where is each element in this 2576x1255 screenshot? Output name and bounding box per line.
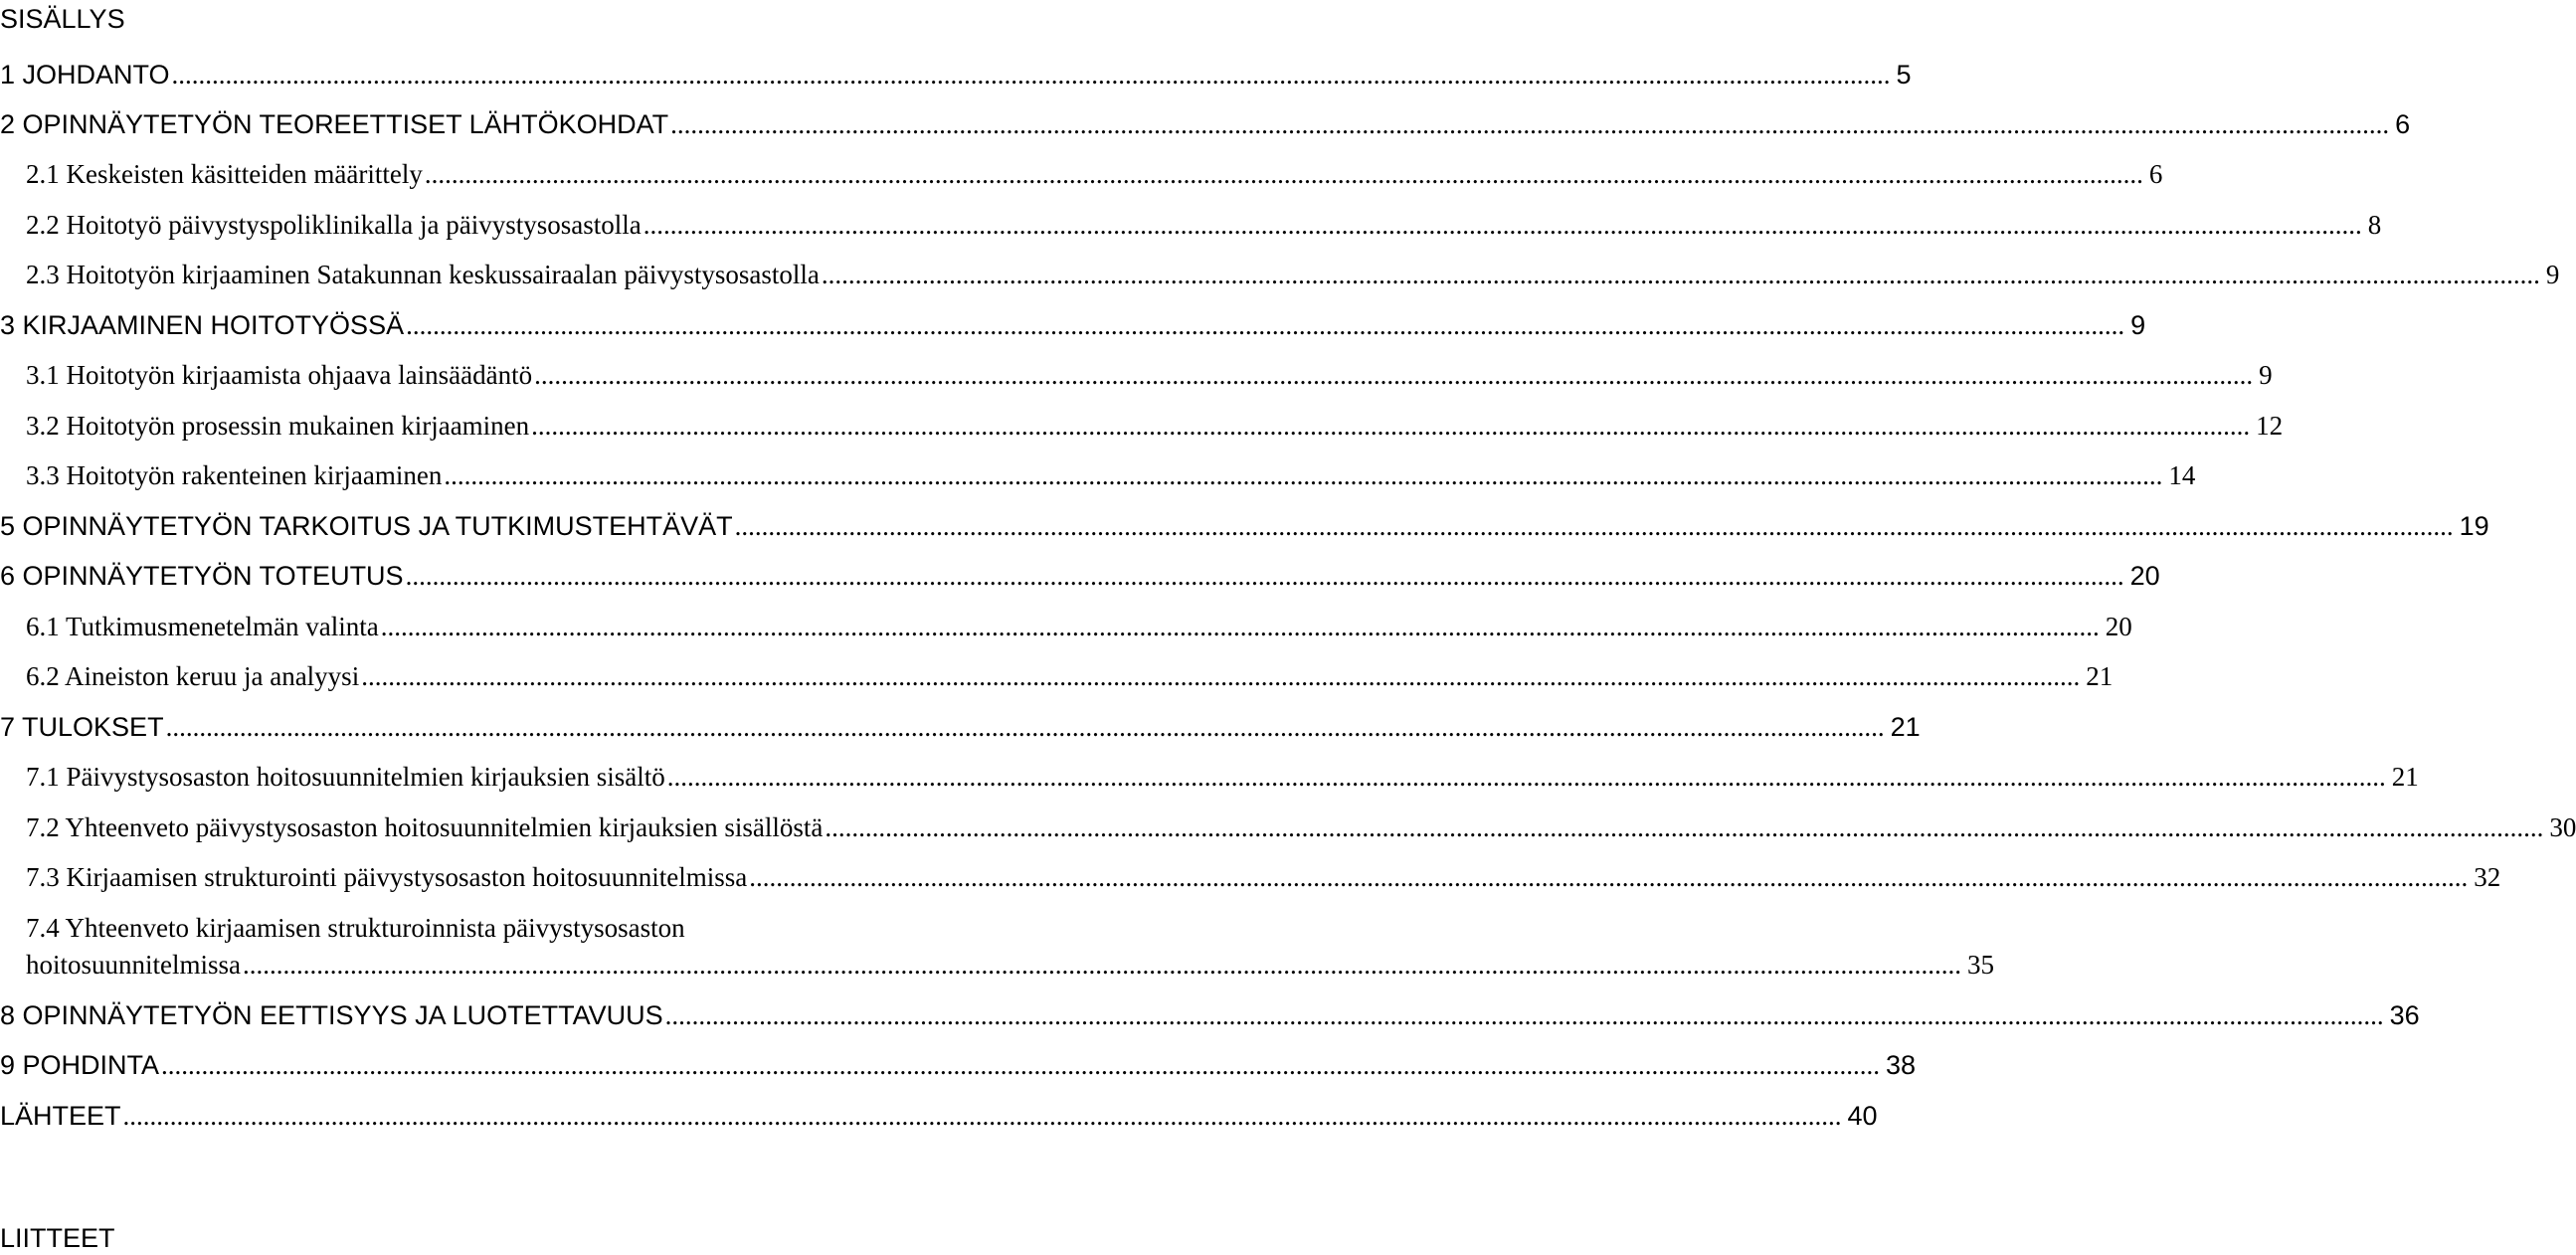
toc-entry-title: 3 KIRJAAMINEN HOITOTYÖSSÄ	[0, 310, 405, 340]
toc-entry[interactable]	[0, 559, 2160, 593]
toc-entry-page: 21	[1890, 712, 1921, 742]
toc-entry[interactable]	[0, 659, 2114, 693]
toc-entry-title-continued: hoitosuunnitelmissa	[26, 950, 241, 980]
toc-entry-page: 30	[2549, 812, 2576, 842]
toc-entry-title: 8 OPINNÄYTETYÖN EETTISYYS JA LUOTETTAVUUS	[0, 1000, 663, 1030]
toc-entry[interactable]	[0, 258, 2560, 291]
dot-leader: ................................................................................................................................................................................................................................................................	[664, 1000, 2384, 1030]
toc-entry[interactable]	[0, 710, 1921, 744]
toc-entry-title: 5 OPINNÄYTETYÖN TARKOITUS JA TUTKIMUSTEHTÄVÄT	[0, 511, 733, 541]
page-title: SISÄLLYS	[0, 4, 125, 34]
dot-leader: ................................................................................................................................................................................................................................................................	[643, 210, 2362, 240]
toc-entry[interactable]	[0, 810, 2576, 844]
dot-leader: ................................................................................................................................................................................................................................................................	[122, 1101, 1842, 1131]
toc-entry[interactable]	[0, 409, 2284, 443]
toc-entry[interactable]	[0, 509, 2489, 543]
dot-leader: ................................................................................................................................................................................................................................................................	[666, 762, 2386, 792]
toc-entry-page: 36	[2389, 1000, 2420, 1030]
dot-leader: ................................................................................................................................................................................................................................................................	[670, 109, 2390, 139]
toc-entry-page: 38	[1886, 1050, 1917, 1080]
toc-entry[interactable]	[0, 1048, 1917, 1082]
toc-entry-title: 6 OPINNÄYTETYÖN TOTEUTUS	[0, 561, 404, 591]
toc-entry-page: 12	[2256, 411, 2284, 441]
toc-entry-title: 2.2 Hoitotyö päivystyspoliklinikalla ja päivystysosastolla	[26, 210, 642, 240]
toc-entry-title: 2.3 Hoitotyön kirjaaminen Satakunnan keskussairaalan päivystysosastolla	[26, 260, 820, 289]
toc-entry[interactable]	[0, 157, 2163, 191]
toc-entry-page: 32	[2474, 862, 2501, 892]
toc-entry-page: 6	[2395, 109, 2411, 139]
toc-entry-page: 35	[1967, 950, 1994, 980]
dot-leader: ................................................................................................................................................................................................................................................................	[534, 360, 2254, 390]
toc-entry-title: 7 TULOKSET	[0, 712, 164, 742]
toc-entry-title: 3.1 Hoitotyön kirjaamista ohjaava lainsäädäntö	[26, 360, 533, 390]
toc-entry-page: 9	[2259, 360, 2273, 390]
appendix-heading: LIITTEET	[0, 1223, 115, 1253]
toc-entry-title: 9 POHDINTA	[0, 1050, 160, 1080]
dot-leader: ................................................................................................................................................................................................................................................................	[243, 950, 1961, 980]
toc-entry[interactable]	[0, 760, 2419, 794]
toc-entry[interactable]	[0, 208, 2382, 242]
toc-entry[interactable]	[0, 911, 953, 945]
toc-entry-title: 2 OPINNÄYTETYÖN TEOREETTISET LÄHTÖKOHDAT	[0, 109, 669, 139]
dot-leader: ................................................................................................................................................................................................................................................................	[406, 310, 2125, 340]
toc-entry[interactable]	[0, 58, 1912, 91]
dot-leader: ................................................................................................................................................................................................................................................................	[821, 260, 2540, 289]
toc-entry-page: 14	[2168, 460, 2196, 490]
toc-entry-title: 7.3 Kirjaamisen strukturointi päivystysosaston hoitosuunnitelmissa	[26, 862, 748, 892]
toc-entry-title: LÄHTEET	[0, 1101, 121, 1131]
toc-entry-page: 21	[2086, 661, 2114, 691]
dot-leader: ................................................................................................................................................................................................................................................................	[161, 1050, 1881, 1080]
toc-entry-page: 20	[2129, 561, 2160, 591]
toc-entry-title: 6.2 Aineiston keruu ja analyysi	[26, 661, 360, 691]
toc-entry[interactable]	[0, 358, 2273, 392]
dot-leader: ................................................................................................................................................................................................................................................................	[171, 60, 1891, 90]
toc-entry-page: 9	[2130, 310, 2146, 340]
dot-leader: ................................................................................................................................................................................................................................................................	[825, 812, 2544, 842]
dot-leader: ................................................................................................................................................................................................................................................................	[734, 511, 2454, 541]
dot-leader: ................................................................................................................................................................................................................................................................	[361, 661, 2081, 691]
toc-entry[interactable]	[0, 1099, 1878, 1133]
toc-entry[interactable]	[0, 308, 2146, 342]
dot-leader: ................................................................................................................................................................................................................................................................	[424, 159, 2143, 189]
toc-entry-page: 20	[2105, 612, 2132, 641]
toc-entry-title: 3.2 Hoitotyön prosessin mukainen kirjaaminen	[26, 411, 530, 441]
toc-entry-page: 40	[1847, 1101, 1878, 1131]
dot-leader: ................................................................................................................................................................................................................................................................	[380, 612, 2100, 641]
toc-entry-continuation[interactable]	[0, 948, 1994, 982]
toc-entry-page: 8	[2367, 210, 2382, 240]
toc-entry[interactable]	[0, 458, 2196, 492]
toc-entry-title: 3.3 Hoitotyön rakenteinen kirjaaminen	[26, 460, 443, 490]
toc-entry-title: 6.1 Tutkimusmenetelmän valinta	[26, 612, 379, 641]
toc-entry-page: 21	[2391, 762, 2419, 792]
toc-entry[interactable]	[0, 610, 2132, 643]
toc-entry-page: 19	[2459, 511, 2489, 541]
dot-leader: ................................................................................................................................................................................................................................................................	[749, 862, 2469, 892]
dot-leader: ................................................................................................................................................................................................................................................................	[165, 712, 1885, 742]
dot-leader: ................................................................................................................................................................................................................................................................	[405, 561, 2124, 591]
toc-entry-title: 7.1 Päivystysosaston hoitosuunnitelmien kirjauksien sisältö	[26, 762, 665, 792]
dot-leader: ................................................................................................................................................................................................................................................................	[531, 411, 2251, 441]
toc-entry-page: 9	[2545, 260, 2560, 289]
toc-entry[interactable]	[0, 107, 2411, 141]
toc-entry-page: 5	[1896, 60, 1912, 90]
toc-entry[interactable]	[0, 998, 2420, 1032]
toc-entry-title: 1 JOHDANTO	[0, 60, 170, 90]
toc-entry-title: 2.1 Keskeisten käsitteiden määrittely	[26, 159, 423, 189]
toc-entry-title: 7.4 Yhteenveto kirjaamisen strukturoinnista päivystysosaston	[26, 913, 685, 943]
toc-entry-title: 7.2 Yhteenveto päivystysosaston hoitosuunnitelmien kirjauksien sisällöstä	[26, 812, 824, 842]
dot-leader: ................................................................................................................................................................................................................................................................	[444, 460, 2163, 490]
toc-entry-page: 6	[2148, 159, 2163, 189]
toc-entry[interactable]	[0, 860, 2501, 894]
